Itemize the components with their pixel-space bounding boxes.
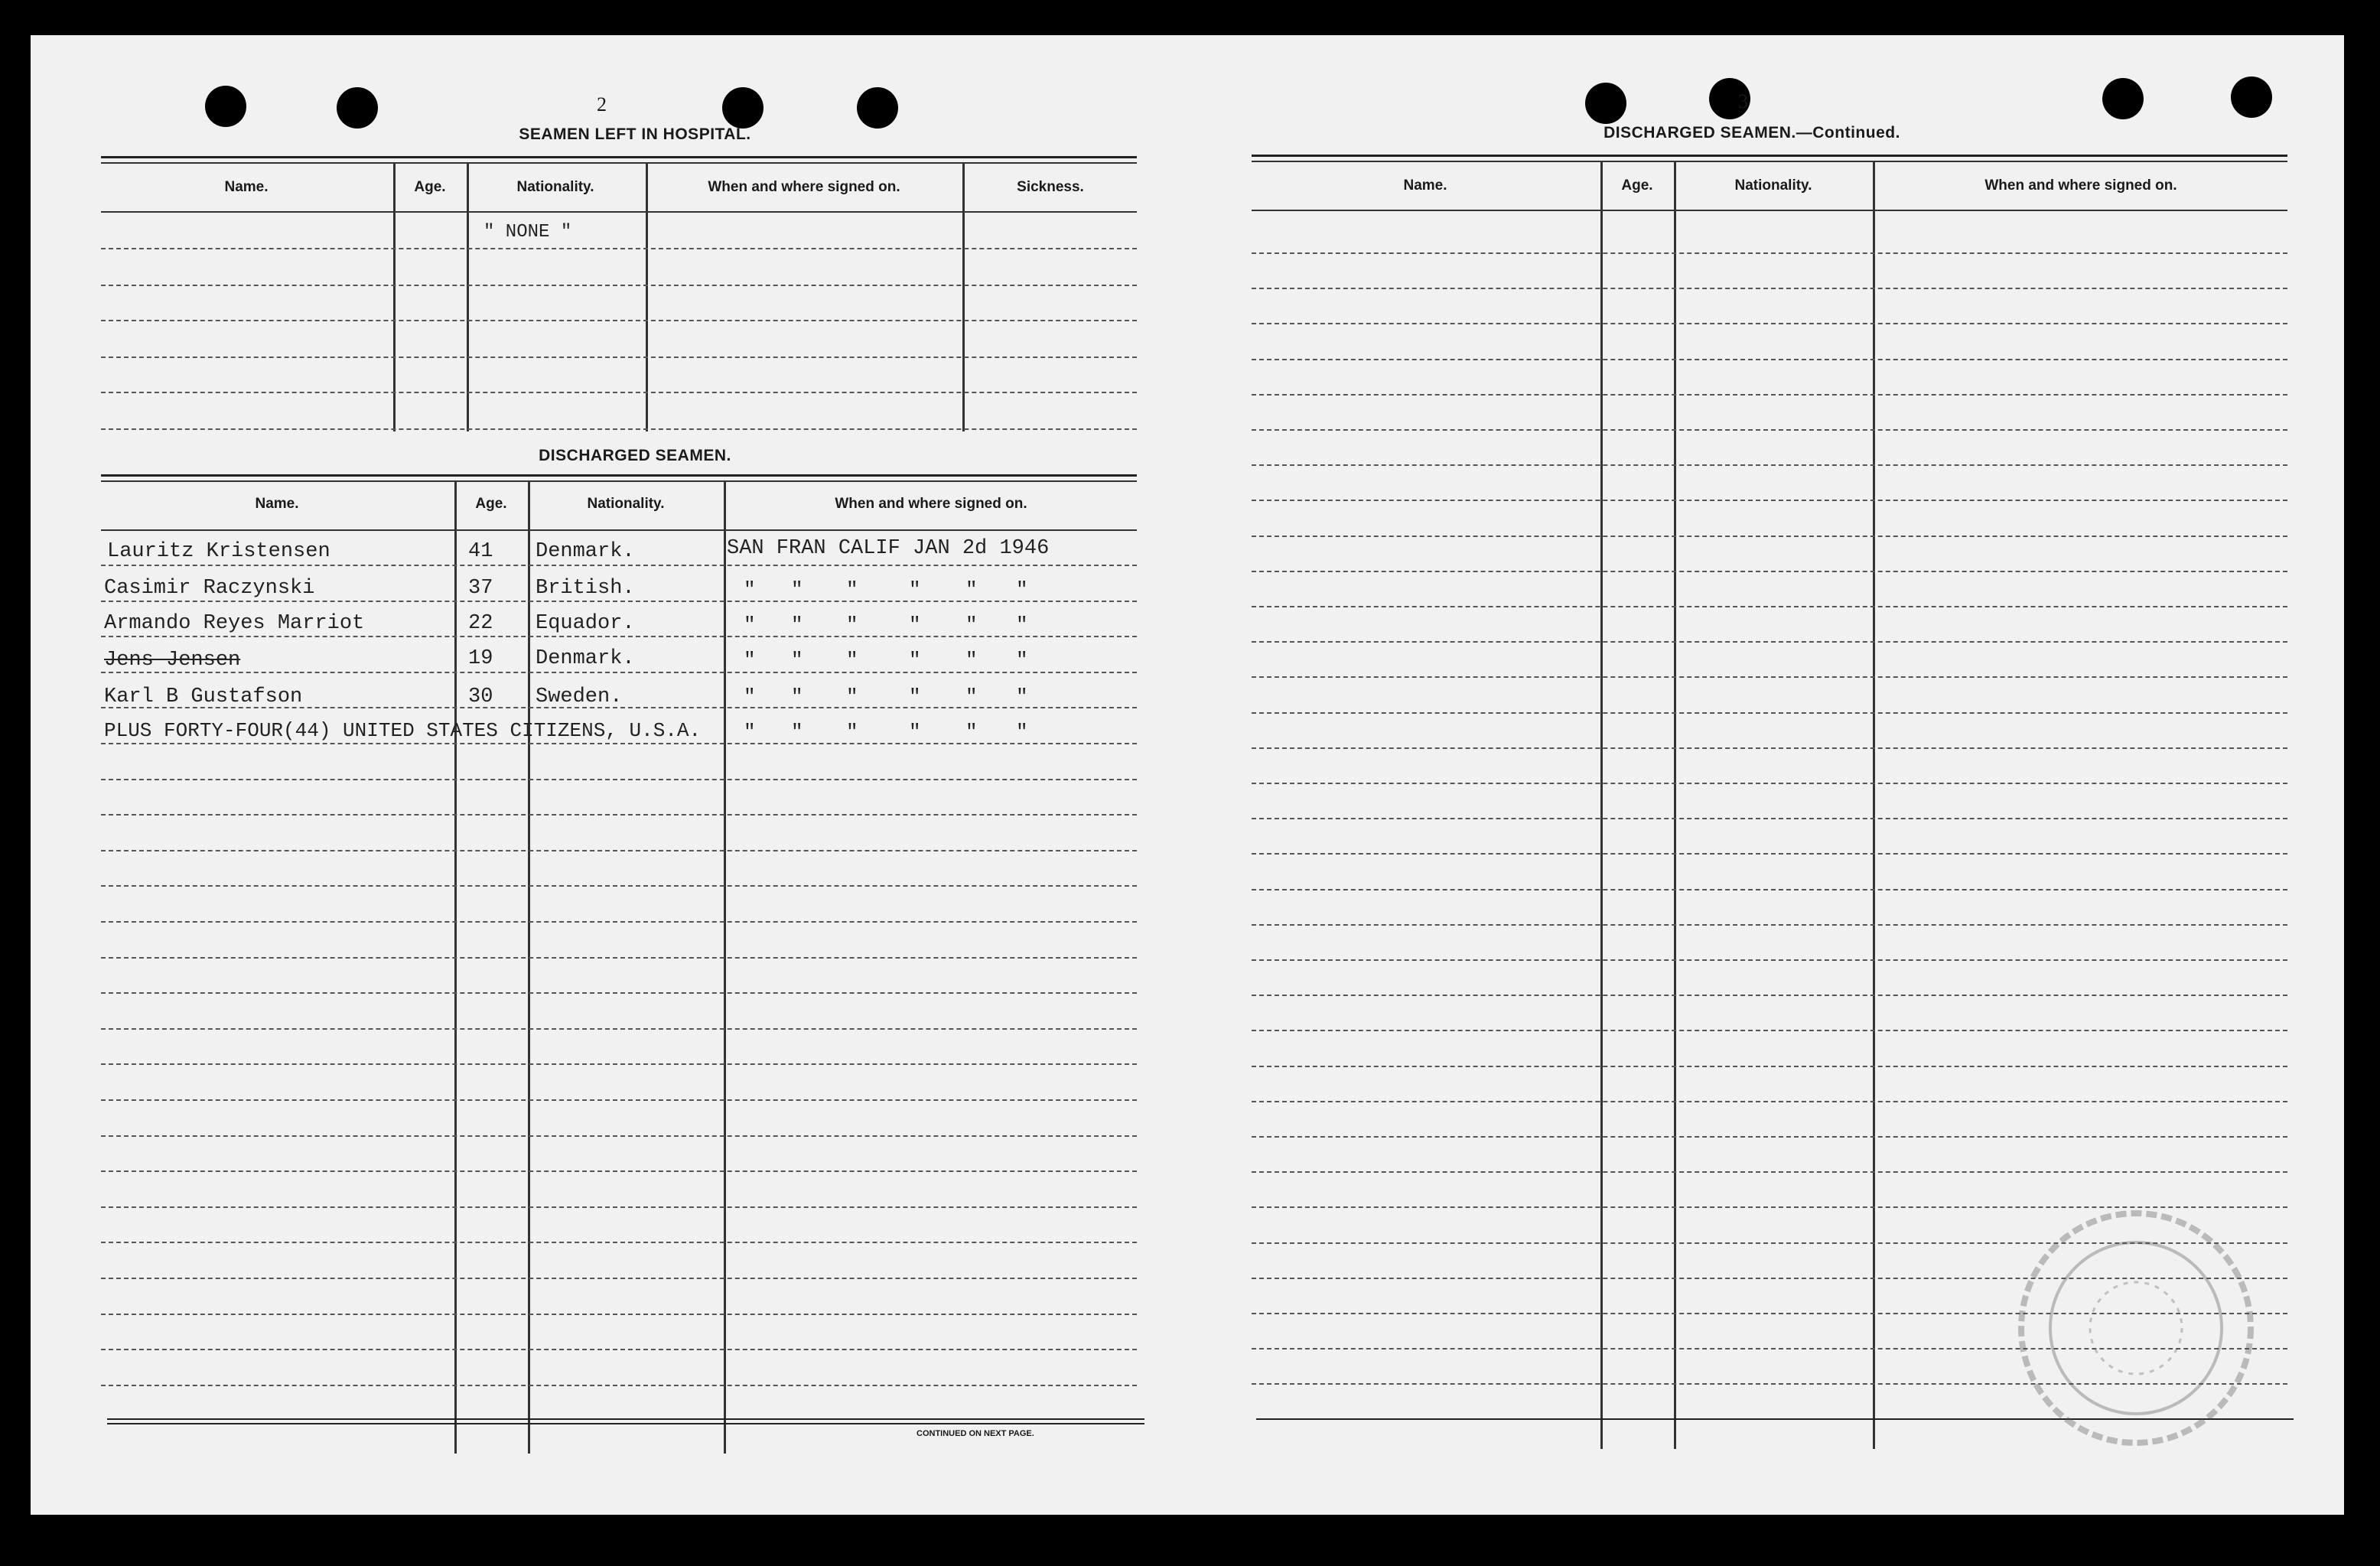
hospital-header-name: Name. bbox=[224, 179, 269, 195]
entry-line bbox=[1252, 288, 2287, 289]
ditto-mark: " bbox=[965, 649, 978, 672]
ditto-mark: " bbox=[1016, 649, 1028, 672]
page-number-left: 2 bbox=[597, 93, 607, 116]
column-divider bbox=[454, 482, 457, 1454]
right-header-nationality: Nationality. bbox=[1734, 177, 1812, 194]
row-name: Armando Reyes Marriot bbox=[104, 612, 365, 635]
ditto-mark: " bbox=[1016, 721, 1028, 744]
entry-line bbox=[101, 814, 1137, 816]
entry-line bbox=[1252, 359, 2287, 360]
rule bbox=[1252, 210, 2287, 211]
row-name: Karl B Gustafson bbox=[104, 685, 303, 708]
column-divider bbox=[1674, 162, 1676, 1449]
punch-hole bbox=[205, 86, 246, 127]
entry-line bbox=[101, 428, 1137, 430]
column-divider bbox=[1873, 162, 1875, 1449]
rule bbox=[101, 162, 1137, 164]
ditto-mark: " bbox=[909, 578, 921, 601]
page-number-right: 3 bbox=[1738, 90, 1748, 112]
right-header-age: Age. bbox=[1621, 177, 1653, 194]
entry-line bbox=[1252, 853, 2287, 855]
rule bbox=[1252, 161, 2287, 162]
entry-line bbox=[1252, 429, 2287, 431]
entry-line bbox=[1252, 1066, 2287, 1067]
punch-hole bbox=[2231, 77, 2272, 118]
rule bbox=[107, 1418, 1144, 1420]
entry-line bbox=[1252, 1101, 2287, 1102]
punch-hole bbox=[1585, 83, 1626, 124]
ditto-mark: " bbox=[791, 685, 803, 708]
entry-line bbox=[101, 672, 1137, 673]
entry-line bbox=[1252, 818, 2287, 819]
discharged-header-name: Name. bbox=[255, 496, 299, 512]
entry-line bbox=[1252, 959, 2287, 961]
row-age: 30 bbox=[468, 685, 493, 708]
entry-line bbox=[1252, 924, 2287, 926]
entry-line bbox=[101, 1242, 1137, 1243]
entry-line bbox=[101, 601, 1137, 602]
entry-line bbox=[1252, 394, 2287, 396]
rule bbox=[101, 156, 1137, 158]
hospital-header-sickness: Sickness. bbox=[1017, 179, 1084, 195]
ditto-mark: " bbox=[965, 578, 978, 601]
rule bbox=[1252, 155, 2287, 157]
ditto-mark: " bbox=[1016, 614, 1028, 636]
entry-line bbox=[101, 1135, 1137, 1137]
entry-line bbox=[101, 1206, 1137, 1208]
right-header-name: Name. bbox=[1403, 177, 1447, 194]
entry-line bbox=[1252, 1171, 2287, 1173]
continued-footer: CONTINUED ON NEXT PAGE. bbox=[917, 1429, 1034, 1438]
entry-line bbox=[1252, 889, 2287, 890]
entry-line bbox=[101, 957, 1137, 959]
entry-line bbox=[101, 1314, 1137, 1315]
column-divider bbox=[1600, 162, 1603, 1449]
entry-line bbox=[101, 1278, 1137, 1279]
right-header-signed: When and where signed on. bbox=[1984, 177, 2177, 194]
ditto-mark: " bbox=[965, 614, 978, 636]
ditto-mark: " bbox=[909, 614, 921, 636]
row-nationality: Equador. bbox=[536, 612, 635, 635]
row-age: 19 bbox=[468, 647, 493, 670]
entry-line bbox=[101, 1099, 1137, 1101]
entry-line bbox=[1252, 712, 2287, 714]
ditto-mark: " bbox=[791, 578, 803, 601]
ditto-mark: " bbox=[846, 685, 858, 708]
discharged-header-age: Age. bbox=[475, 496, 507, 512]
hospital-title: SEAMEN LEFT IN HOSPITAL. bbox=[519, 125, 751, 143]
ditto-mark: " bbox=[909, 649, 921, 672]
entry-line bbox=[101, 285, 1137, 286]
row-nationality: Denmark. bbox=[536, 540, 635, 563]
ditto-mark: " bbox=[846, 649, 858, 672]
entry-line bbox=[1252, 500, 2287, 501]
row-nationality: Sweden. bbox=[536, 685, 623, 708]
column-divider bbox=[724, 482, 726, 1454]
punch-hole bbox=[2102, 78, 2144, 119]
entry-line bbox=[101, 850, 1137, 851]
right-title: DISCHARGED SEAMEN.—Continued. bbox=[1603, 124, 1900, 142]
ditto-mark: " bbox=[791, 614, 803, 636]
entry-line bbox=[101, 921, 1137, 923]
column-divider bbox=[528, 482, 530, 1454]
entry-line bbox=[101, 565, 1137, 566]
entry-line bbox=[101, 1349, 1137, 1350]
ditto-mark: " bbox=[846, 578, 858, 601]
row-name: Lauritz Kristensen bbox=[107, 540, 330, 563]
discharged-title: DISCHARGED SEAMEN. bbox=[539, 447, 731, 464]
row-name: Jens Jensen bbox=[104, 649, 241, 672]
entry-line bbox=[1252, 995, 2287, 996]
entry-line bbox=[101, 248, 1137, 249]
ditto-mark: " bbox=[846, 614, 858, 636]
punch-hole bbox=[857, 87, 898, 129]
entry-line bbox=[1252, 1030, 2287, 1031]
entry-line bbox=[101, 992, 1137, 994]
ditto-mark: " bbox=[744, 578, 756, 601]
entry-line bbox=[101, 1063, 1137, 1065]
ditto-mark: " bbox=[965, 685, 978, 708]
discharged-header-nationality: Nationality. bbox=[587, 496, 665, 512]
entry-line bbox=[101, 1170, 1137, 1172]
rule bbox=[101, 474, 1137, 477]
ditto-mark: " bbox=[909, 685, 921, 708]
row-nationality: Denmark. bbox=[536, 647, 635, 670]
entry-line bbox=[1252, 464, 2287, 466]
entry-line bbox=[1252, 676, 2287, 678]
entry-line bbox=[1252, 571, 2287, 572]
entry-line bbox=[101, 357, 1137, 358]
entry-line bbox=[1252, 252, 2287, 254]
hospital-header-signed: When and where signed on. bbox=[708, 179, 900, 195]
ditto-mark: " bbox=[791, 721, 803, 744]
ditto-mark: " bbox=[965, 721, 978, 744]
entry-line bbox=[1252, 783, 2287, 784]
entry-line bbox=[1252, 536, 2287, 537]
ditto-mark: " bbox=[1016, 685, 1028, 708]
entry-line bbox=[101, 320, 1137, 321]
ditto-mark: " bbox=[1016, 578, 1028, 601]
rule bbox=[101, 211, 1137, 213]
rule bbox=[101, 529, 1137, 531]
ditto-mark: " bbox=[846, 721, 858, 744]
ditto-mark: " bbox=[744, 649, 756, 672]
hospital-header-nationality: Nationality. bbox=[516, 179, 594, 195]
entry-line bbox=[1252, 606, 2287, 607]
entry-line bbox=[101, 636, 1137, 637]
entry-line bbox=[101, 743, 1137, 744]
row-name: Casimir Raczynski bbox=[104, 577, 315, 600]
summary-line: PLUS FORTY-FOUR(44) UNITED STATES CITIZENS, U.S.A. bbox=[104, 719, 702, 742]
ditto-mark: " bbox=[791, 649, 803, 672]
entry-line bbox=[1252, 641, 2287, 643]
row-age: 37 bbox=[468, 577, 493, 600]
ditto-mark: " bbox=[909, 721, 921, 744]
rule bbox=[101, 480, 1137, 482]
entry-line bbox=[101, 1028, 1137, 1030]
row-nationality: British. bbox=[536, 577, 635, 600]
punch-hole bbox=[337, 87, 378, 129]
entry-line bbox=[1252, 323, 2287, 324]
row-signed-on: SAN FRAN CALIF JAN 2d 1946 bbox=[727, 537, 1050, 560]
row-age: 22 bbox=[468, 612, 493, 635]
ditto-mark: " bbox=[744, 614, 756, 636]
entry-line bbox=[101, 779, 1137, 780]
punch-hole bbox=[722, 87, 763, 129]
ditto-mark: " bbox=[744, 685, 756, 708]
row-age: 41 bbox=[468, 540, 493, 563]
hospital-none-entry: " NONE " bbox=[483, 222, 572, 243]
entry-line bbox=[1252, 1136, 2287, 1138]
hospital-header-age: Age. bbox=[414, 179, 446, 195]
ditto-mark: " bbox=[744, 721, 756, 744]
rule bbox=[107, 1423, 1144, 1424]
customs-stamp bbox=[2006, 1198, 2266, 1458]
document-paper bbox=[31, 35, 2344, 1515]
entry-line bbox=[101, 392, 1137, 393]
entry-line bbox=[1252, 747, 2287, 749]
entry-line bbox=[101, 1385, 1137, 1386]
discharged-header-signed: When and where signed on. bbox=[835, 496, 1027, 512]
entry-line bbox=[101, 885, 1137, 887]
